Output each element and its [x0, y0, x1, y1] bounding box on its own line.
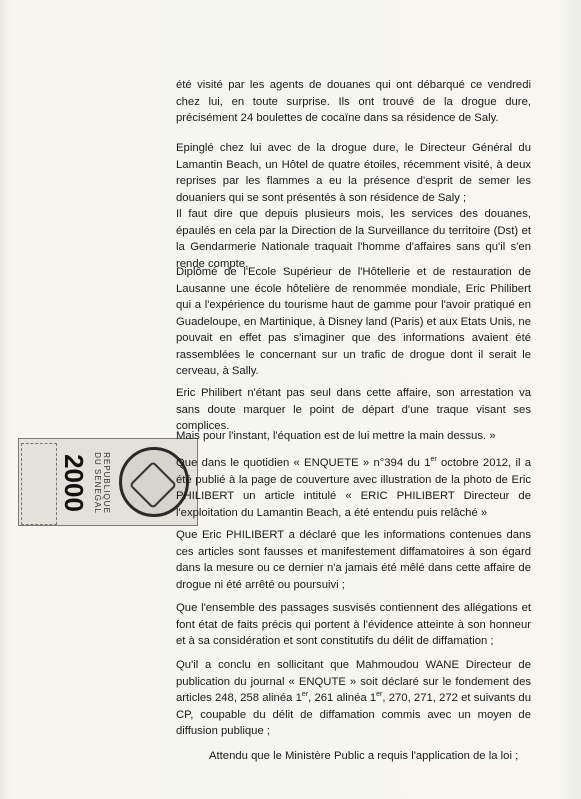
quotidien-text-2: octobre 2012, il a été publié à la page de couverture avec illustration de la photo de Eric PHILIBERT un article intitulé « ERIC PHILIBERT Directeur de l'exploitation du Lamantin Beach, a été entendu puis relâché » — [176, 457, 531, 519]
paragraph-9: Que l'ensemble des passages susvisés contiennent des allégations et font état de faits précis qui portent à l'évidence atteinte à son honneur et à sa considération et sont constitutifs du délit de diffamation ; — [176, 602, 531, 647]
paragraph-conclu — [176, 657, 531, 740]
conclu-sup-2: er — [376, 691, 383, 699]
paragraph-2: Epinglé chez lui avec de la drogue dure, le Directeur Général du Lamantin Beach, un Hôtel de quatre étoiles, récemment visité, à deux reprises par les flammes a eu la présence d'esprit de semer les douaniers qui se sont présentés à son résidence de Saly ; — [176, 142, 531, 204]
paragraph-8: Que Eric PHILIBERT a déclaré que les informations contenues dans ces articles sont fausses et manifestement diffamatoires à son égard dans la mesure ou ce dernier n'a jamais été mêlé dans cette affaire de drogue ni été arrêté ou poursuivi ; — [176, 529, 531, 591]
quotidien-sup-1: er — [430, 456, 437, 464]
stamp-cancel-mark — [21, 443, 57, 525]
conclu-text-2: , 261 alinéa 1 — [308, 692, 377, 704]
paragraph-5: Eric Philibert n'étant pas seul dans cette affaire, son arrestation va sans doute marquer le point de départ d'une traque visant ses complices. — [176, 387, 531, 432]
fiscal-stamp — [18, 438, 198, 526]
stamp-text: REPUBLIQUE DU SENEGAL — [93, 452, 111, 514]
conclu-text-3: , 270, 271, 272 et suivants du CP, coupable du délit de diffamation commis avec un moyen de diffusion publique ; — [176, 692, 531, 737]
quotidien-text-1: Que dans le quotidien « ENQUETE » n°394 du 1 — [176, 457, 431, 469]
conclu-text-1: Qu'il a conclu en sollicitant que Mahmoudou WANE Directeur de publication du journal « ENQUTE » soit déclaré sur le fondement des articles 248, 258 alinéa 1 — [176, 659, 531, 704]
paragraph-3: Il faut dire que depuis plusieurs mois, les services des douanes, épaulés en cela par la Direction de la Surveillance du territoire (Dst) et la Gendarmerie Nationale traquait l'homme d'affaires sans qu'il s'en rende compte. — [176, 208, 531, 270]
stamp-value: 2000 — [59, 454, 89, 512]
stamp-body — [18, 438, 198, 526]
paragraph-4: Diplômé de l'Ecole Supérieur de l'Hôtellerie et de restauration de Lausanne une école hôtelière de renommée mondiale, Eric Philibert qui a l'expérience du tourisme haut de gamme pour l'avoir pratiqué en Guadeloupe, en Martinique, à Disney land (Paris) et aux Etats Unis, ne pouvait en effet pas s'imaginer que des informations avaient été rassemblées le concernant sur un trafic de drogue dont il serait le cerveau, à Sally. — [176, 266, 531, 377]
conclu-sup-1: er — [301, 691, 309, 699]
paragraph-attendu: Attendu que le Ministère Public a requis l'application de la loi ; — [209, 750, 519, 762]
paragraph-quotidien — [176, 455, 531, 521]
paragraph-6: Mais pour l'instant, l'équation est de lui mettre la main dessus. » — [176, 430, 496, 442]
paragraph-1: été visité par les agents de douanes qui ont débarqué ce vendredi chez lui, en toute surprise. Ils ont trouvé de la drogue dure, précisément 24 boulettes de cocaïne dans sa résidence de Saly. — [176, 79, 531, 124]
